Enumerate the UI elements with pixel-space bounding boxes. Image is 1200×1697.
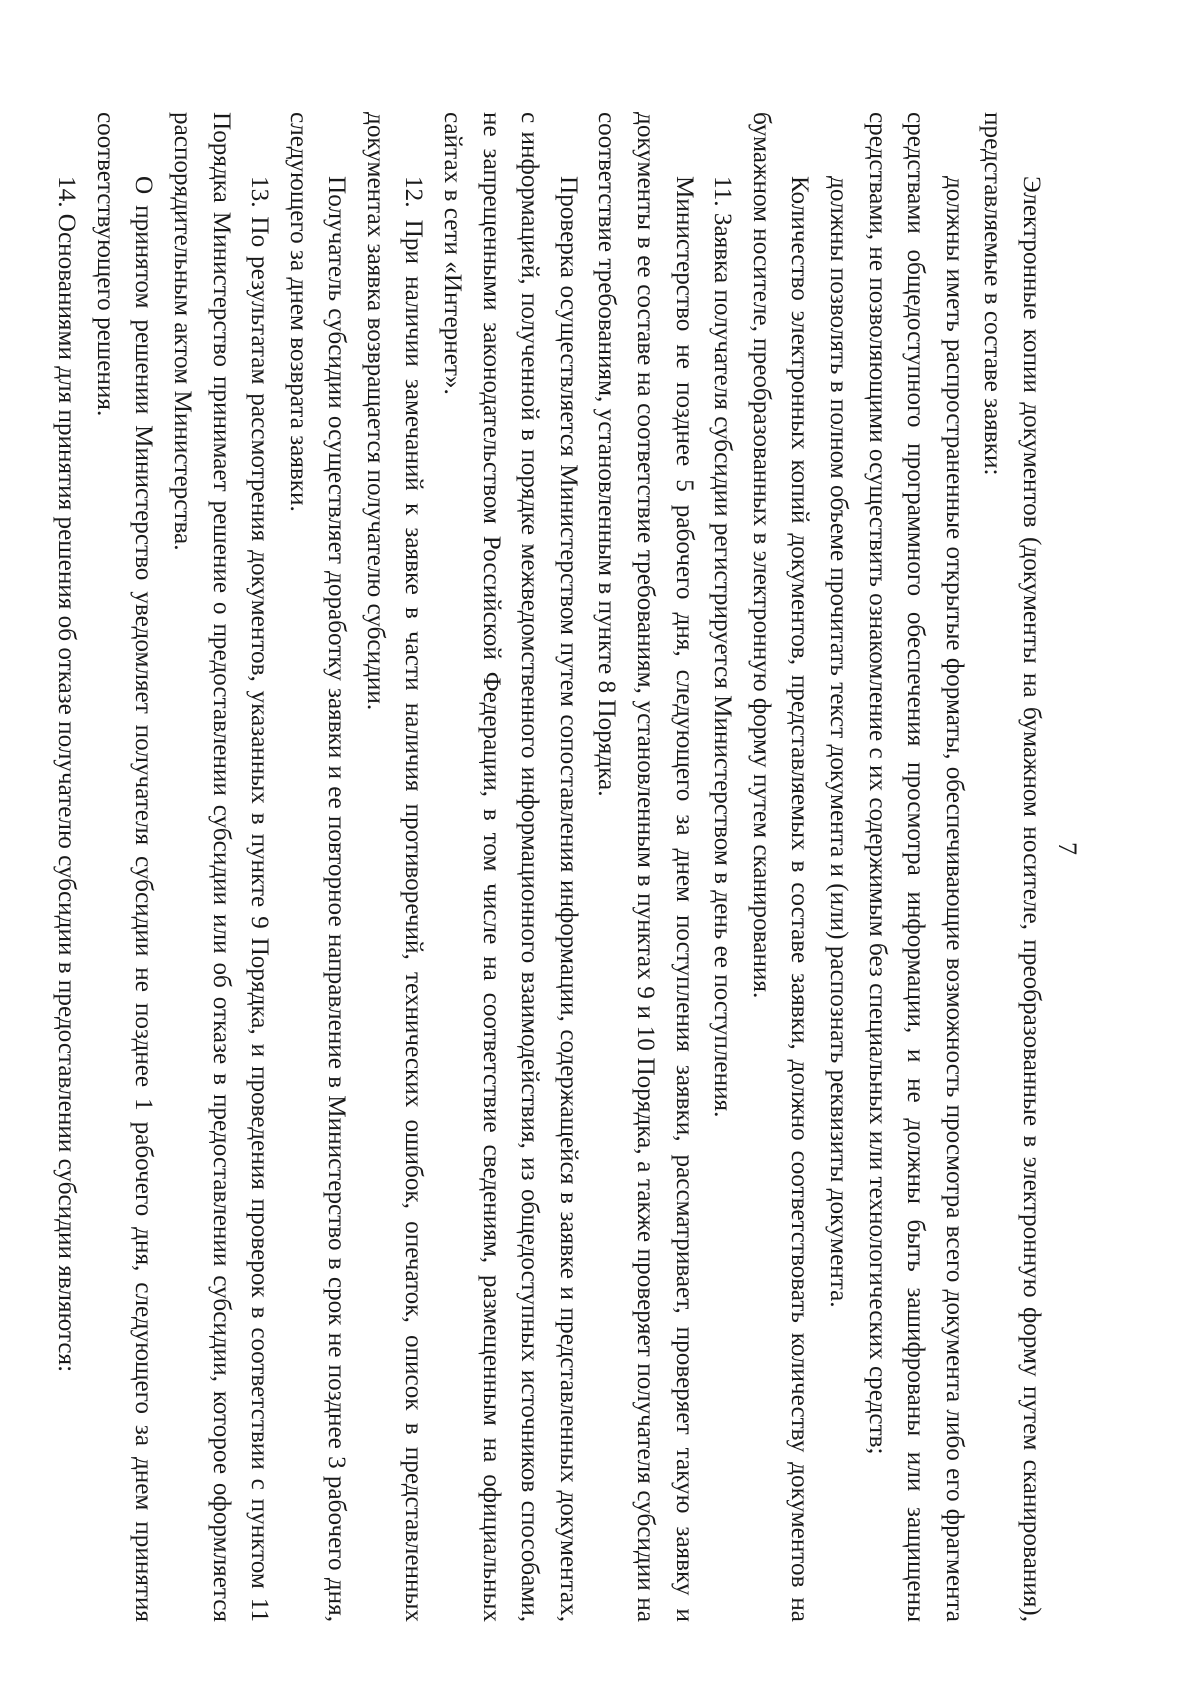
page-number: 7	[1053, 842, 1082, 855]
paragraph: Количество электронных копий документов, представляемых в составе заявки, должно соответствовать количеству документов на бумажном носителе, преобразованных в электронную форму путем сканирования.	[747, 112, 814, 1622]
document-body	[47, 112, 1050, 1622]
paragraph: 12. При наличии замечаний к заявке в части наличия противоречий, технических ошибок, опечаток, описок в представленных документах заявка возвращается получателю субсидии.	[361, 112, 428, 1622]
paragraph: должны иметь распространенные открытые форматы, обеспечивающие возможность просмотра всего документа либо его фрагмента средствами общедоступного программного обеспечения просмотра информации, и не должны быть зашифрованы или защищены средствами, не позволяющими осуществить ознакомление с их содержимым без специальных или технологических средств;	[863, 112, 968, 1622]
paragraph: Получатель субсидии осуществляет доработку заявки и ее повторное направление в Министерство в срок не позднее 3 рабочего дня, следующего за днем возврата заявки.	[284, 112, 351, 1622]
paragraph: 13. По результатам рассмотрения документов, указанных в пункте 9 Порядка, и проведения проверок в соответствии с пунктом 11 Порядка Министерство принимает решение о предоставлении субсидии или об отказе в предоставлении субсидии, которое оформляется распорядительным актом Министерства.	[168, 112, 274, 1622]
paragraph: Министерство не позднее 5 рабочего дня, следующего за днем поступления заявки, рассматривает, проверяет такую заявку и документы в ее составе на соответствие требованиям, установленным в пунктах 9 и 10 Порядка, а также проверяет получателя субсидии на соответствие требованиям, установленным в пункте 8 Порядка.	[593, 112, 698, 1622]
paragraph: должны позволять в полном объеме прочитать текст документа и (или) распознать реквизиты документа.	[825, 176, 853, 1308]
paragraph: Проверка осуществляется Министерством путем сопоставления информации, содержащейся в заявке и представленных документах, с информацией, полученной в порядке межведомственного информационного взаимодействия, из общедоступных источников способами, не запрещенными законодательством Российской Федерации, в том числе на соответствие сведениям, размещенным на официальных сайтах в сети «Интернет».	[439, 112, 582, 1622]
paragraph: О принятом решении Министерство уведомляет получателя субсидии не позднее 1 рабочего дня, следующего за днем принятия соответствующего решения.	[91, 112, 158, 1622]
paragraph: 11. Заявка получателя субсидии регистрируется Министерством в день ее поступления.	[709, 176, 737, 1118]
paragraph: Электронные копии документов (документы на бумажном носителе, преобразованные в электронную форму путем сканирования), представляемые в составе заявки:	[979, 112, 1045, 1622]
paragraph: 14. Основаниями для принятия решения об отказе получателю субсидии в предоставлении субсидии являются:	[53, 176, 81, 1373]
